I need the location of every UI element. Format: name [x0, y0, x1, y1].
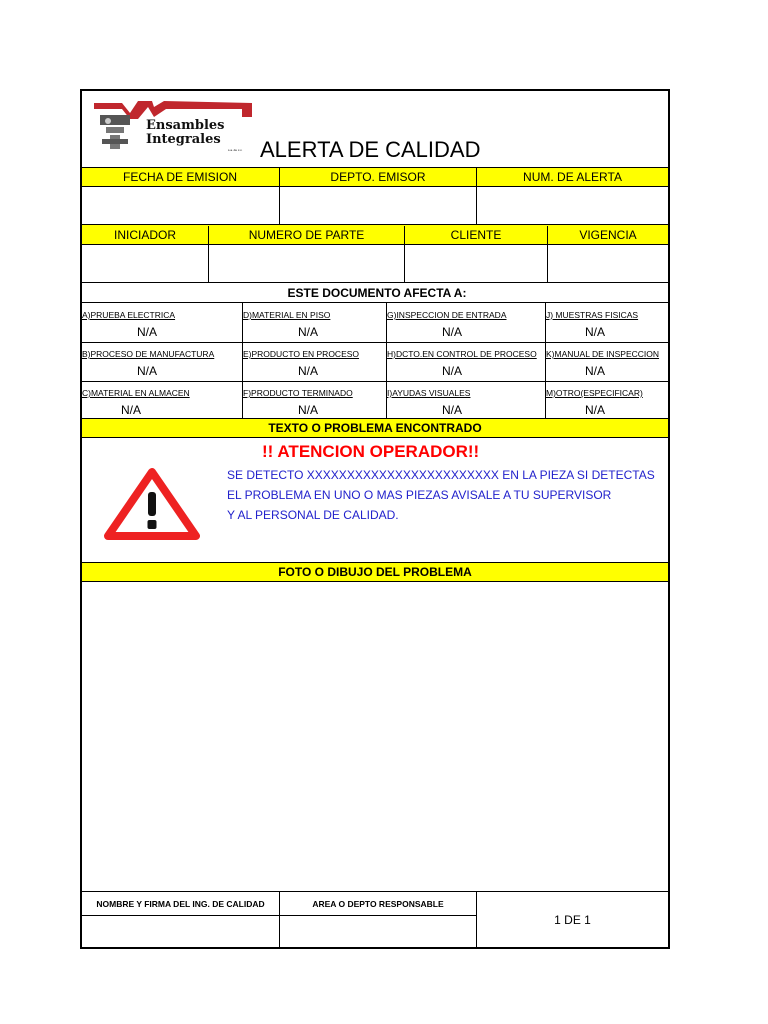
- vigencia-field[interactable]: [547, 245, 668, 283]
- affects-label-h: H)DCTO.EN CONTROL DE PROCESO: [387, 349, 537, 359]
- quality-alert-form: [80, 89, 670, 949]
- warning-triangle-icon: [102, 466, 202, 542]
- affects-value-e[interactable]: N/A: [297, 364, 318, 378]
- affects-label-g: G)INSPECCION DE ENTRADA: [387, 310, 507, 320]
- footer: [82, 891, 668, 947]
- fecha-emision-field[interactable]: [82, 187, 279, 225]
- warning-line-3: Y AL PERSONAL DE CALIDAD.: [227, 508, 399, 522]
- photo-drawing-area[interactable]: [82, 582, 668, 892]
- affects-value-f[interactable]: N/A: [297, 403, 318, 417]
- affects-label-f: F)PRODUCTO TERMINADO: [243, 388, 353, 398]
- warning-line-2: EL PROBLEMA EN UNO O MAS PIEZAS AVISALE A TU SUPERVISOR: [227, 488, 612, 502]
- affects-label-a: A)PRUEBA ELECTRICA: [82, 310, 176, 320]
- logo-line2: Integrales: [146, 132, 221, 147]
- affects-label-b: B)PROCESO DE MANUFACTURA: [82, 349, 215, 359]
- warning-heading: !! ATENCION OPERADOR!!: [262, 442, 480, 461]
- header-num-alerta: NUM. DE ALERTA: [476, 168, 668, 186]
- header-iniciador: INICIADOR: [113, 228, 176, 242]
- affects-label-c: C)MATERIAL EN ALMACEN: [82, 388, 190, 398]
- affects-value-m[interactable]: N/A: [584, 403, 605, 417]
- affects-label-i: I)AYUDAS VISUALES: [387, 388, 471, 398]
- photo-section-title: FOTO O DIBUJO DEL PROBLEMA: [82, 562, 668, 582]
- logo-suffix: s.a. de c.v.: [228, 148, 243, 152]
- affects-value-j[interactable]: N/A: [584, 325, 605, 339]
- problem-section-title: TEXTO O PROBLEMA ENCONTRADO: [82, 418, 668, 438]
- page-title: ALERTA DE CALIDAD: [260, 137, 481, 162]
- header-numero-parte: NUMERO DE PARTE: [208, 226, 404, 244]
- header-depto-emisor: DEPTO. EMISOR: [279, 168, 476, 186]
- affects-value-a[interactable]: N/A: [136, 325, 157, 339]
- company-logo: [92, 95, 252, 155]
- affects-value-c[interactable]: N/A: [120, 403, 141, 417]
- header-cliente: CLIENTE: [404, 226, 547, 244]
- affects-value-g[interactable]: N/A: [441, 325, 462, 339]
- affects-label-m: M)OTRO(ESPECIFICAR): [546, 388, 643, 398]
- affects-label-j: J) MUESTRAS FISICAS: [546, 310, 639, 320]
- affects-value-h[interactable]: N/A: [441, 364, 462, 378]
- signature-label: NOMBRE Y FIRMA DEL ING. DE CALIDAD: [82, 892, 279, 916]
- logo-line1: Ensambles: [146, 118, 225, 133]
- area-label: AREA O DEPTO RESPONSABLE: [279, 892, 476, 916]
- warning-line-1: SE DETECTO XXXXXXXXXXXXXXXXXXXXXXXX EN LA PIEZA SI DETECTAS: [227, 468, 655, 482]
- header-fecha-emision: FECHA DE EMISION: [122, 170, 238, 184]
- affects-label-d: D)MATERIAL EN PISO: [243, 310, 331, 320]
- page-number: 1 DE 1: [476, 892, 668, 948]
- affects-value-d[interactable]: N/A: [297, 325, 318, 339]
- affects-value-k[interactable]: N/A: [584, 364, 605, 378]
- affects-label-k: K)MANUAL DE INSPECCION: [546, 349, 660, 359]
- affects-title: ESTE DOCUMENTO AFECTA A:: [287, 286, 467, 300]
- depto-emisor-field[interactable]: [279, 187, 476, 225]
- area-field[interactable]: [279, 916, 476, 948]
- header-vigencia: VIGENCIA: [547, 226, 668, 244]
- cliente-field[interactable]: [404, 245, 547, 283]
- affects-value-b[interactable]: N/A: [136, 364, 157, 378]
- signature-field[interactable]: [82, 916, 279, 948]
- num-alerta-field[interactable]: [476, 187, 668, 225]
- affects-value-i[interactable]: N/A: [441, 403, 462, 417]
- numero-parte-field[interactable]: [208, 245, 404, 283]
- iniciador-field[interactable]: [82, 245, 208, 283]
- affects-grid: [82, 302, 668, 419]
- affects-label-e: E)PRODUCTO EN PROCESO: [243, 349, 360, 359]
